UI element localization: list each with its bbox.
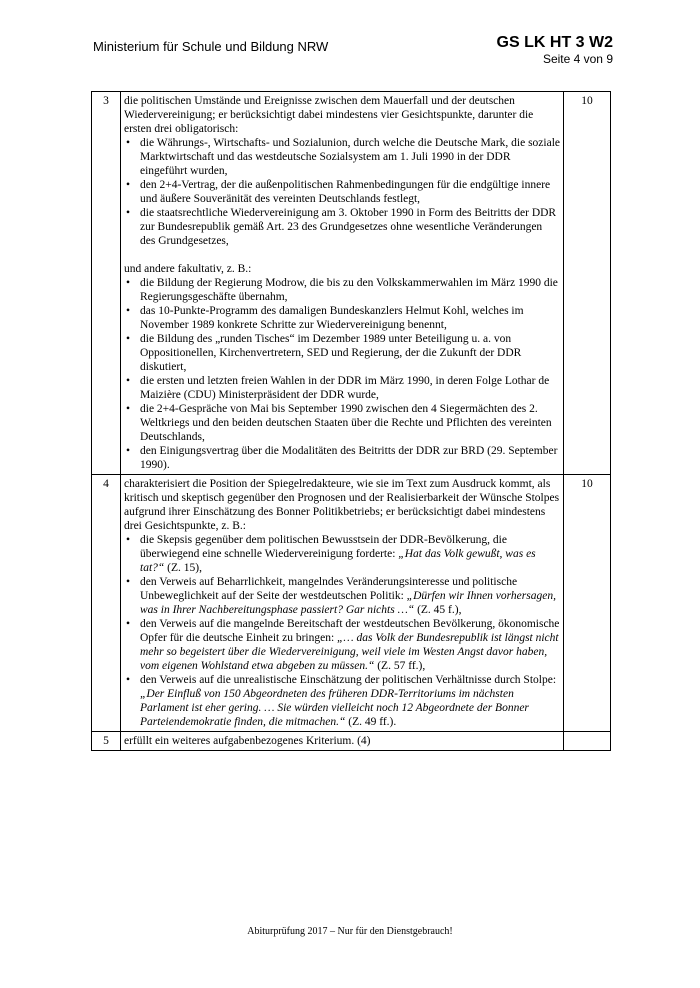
- item-text: den Verweis auf die unrealistische Einschätzung der politischen Verhältnisse durch Stolpe:: [140, 674, 557, 686]
- document-header: [497, 33, 613, 66]
- criteria-intro: die politischen Umstände und Ereignisse zwischen dem Mauerfall und der deutschen Wiedervereinigung; er berücksichtigt dabei mindestens vier Gesichtspunkte, darunter die ersten drei obligatorisch:: [124, 95, 534, 135]
- source-quote: „Der Einfluß von 150 Abgeordneten des früheren DDR-Territoriums im nächsten Parlament ist eher gering. … Sie würden vielleicht noch 12 Abgeordnete der Bonner Parteiendemokratie finden, die mitmachen.“: [140, 688, 529, 728]
- list-item: • die Währungs-, Wirtschafts- und Sozialunion, durch welche die Deutsche Mark, die soziale Marktwirtschaft und das westdeutsche Sozialsystem am 1. Juli 1990 in der DDR eingeführt wurden,: [140, 136, 560, 178]
- list-item: [140, 673, 560, 729]
- source-quote: „Dürfen wir Ihnen vorhersagen, was in Ihrer Nachbereitungsphase passiert? Gar nichts …“: [140, 590, 556, 616]
- item-text: die Skepsis gegenüber dem politischen Bewusstsein der DDR-Bevölkerung, die überwiegend eine schnelle Wiedervereinigung forderte:: [140, 534, 507, 560]
- line-reference: (Z. 57 ff.),: [374, 660, 426, 672]
- list-item: • die 2+4-Gespräche von Mai bis September 1990 zwischen den 4 Siegermächten des 2. Weltkriegs und den beiden deutschen Staaten über die Rechte und Pflichten des vereinten Deutschlands,: [140, 402, 560, 444]
- row-criteria: [121, 475, 564, 732]
- list-item: [140, 575, 560, 617]
- row-number: 4: [92, 475, 121, 732]
- optional-list: [124, 276, 560, 472]
- source-quote: „Hat das Volk gewußt, was es tat?“: [140, 548, 536, 574]
- ministry-name: Ministerium für Schule und Bildung NRW: [93, 39, 329, 54]
- line-reference: (Z. 45 f.),: [414, 604, 462, 616]
- page-number: Seite 4 von 9: [542, 52, 613, 66]
- row-criteria: erfüllt ein weiteres aufgabenbezogenes Kriterium. (4): [121, 732, 564, 751]
- mandatory-list: [124, 136, 560, 248]
- row-points: [564, 732, 611, 751]
- list-item: • die Bildung des „runden Tisches“ im Dezember 1989 unter Beteiligung u. a. von Oppositionellen, Kirchenvertretern, SED und Regierung, der die Zukunft der DDR diskutiert,: [140, 332, 560, 374]
- list-item: • den 2+4-Vertrag, der die außenpolitischen Rahmenbedingungen für die endgültige innere und äußere Souveränität des vereinten Deutschlands festlegt,: [140, 178, 560, 206]
- row-number: 3: [92, 92, 121, 475]
- item-text: den Verweis auf Beharrlichkeit, mangelndes Veränderungsinteresse und politische Unbeweglichkeit auf der Seite der westdeutschen Politik:: [140, 576, 518, 602]
- item-text: den Verweis auf die mangelnde Bereitschaft der westdeutschen Bevölkerung, ökonomische Opfer für die deutsche Einheit zu bringen:: [140, 618, 560, 644]
- aspects-list: [124, 533, 560, 729]
- list-item: • die staatsrechtliche Wiedervereinigung am 3. Oktober 1990 in Form des Beitritts der DDR zur Bundesrepublik gemäß Art. 23 des Grundgesetzes ohne wesentliche Veränderungen des Grundgesetzes,: [140, 206, 560, 248]
- list-item: • das 10-Punkte-Programm des damaligen Bundeskanzlers Helmut Kohl, welches im November 1989 konkrete Schritte zur Wiedervereinigung benennt,: [140, 304, 560, 332]
- list-item: • die Bildung der Regierung Modrow, die bis zu den Volkskammerwahlen im März 1990 die Regierungsgeschäfte übernahm,: [140, 276, 560, 304]
- row-criteria: [121, 92, 564, 475]
- table-row-5: [92, 732, 611, 751]
- page-footer: Abiturprüfung 2017 – Nur für den Dienstgebrauch!: [247, 926, 453, 937]
- exam-code: GS LK HT 3 W2: [496, 34, 613, 51]
- table-row-3: [92, 92, 611, 475]
- source-quote: „… das Volk der Bundesrepublik ist längst nicht mehr so begeistert über die Wiedervereinigung, weil viele im Westen Angst davor haben, vom eigenen Wohlstand etwa abgeben zu müssen.“: [140, 632, 559, 672]
- list-item: [140, 533, 560, 575]
- row-points: 10: [564, 92, 611, 475]
- list-item: • den Einigungsvertrag über die Modalitäten des Beitritts der DDR zur BRD (29. September 1990).: [140, 444, 560, 472]
- criteria-intro: charakterisiert die Position der Spiegelredakteure, wie sie im Text zum Ausdruck kommt, als kritisch und skeptisch gegenüber den Prognosen und der Realisierbarkeit der Wünsche Stolpes aufgrund ihrer Einschätzung des Bonner Politikbetriebs; er berücksichtigt dabei mindestens drei Gesichtspunkte, z. B.:: [124, 478, 560, 532]
- optional-intro: und andere fakultativ, z. B.:: [124, 263, 252, 275]
- row-number: 5: [92, 732, 121, 751]
- evaluation-table: [91, 91, 611, 751]
- line-reference: (Z. 15),: [164, 562, 202, 574]
- list-item: • die ersten und letzten freien Wahlen in der DDR im März 1990, in deren Folge Lothar de Maizière (CDU) Ministerpräsident der DDR wurde,: [140, 374, 560, 402]
- list-item: [140, 617, 560, 673]
- table-row-4: [92, 475, 611, 732]
- line-reference: (Z. 49 ff.).: [345, 716, 397, 728]
- row-points: 10: [564, 475, 611, 732]
